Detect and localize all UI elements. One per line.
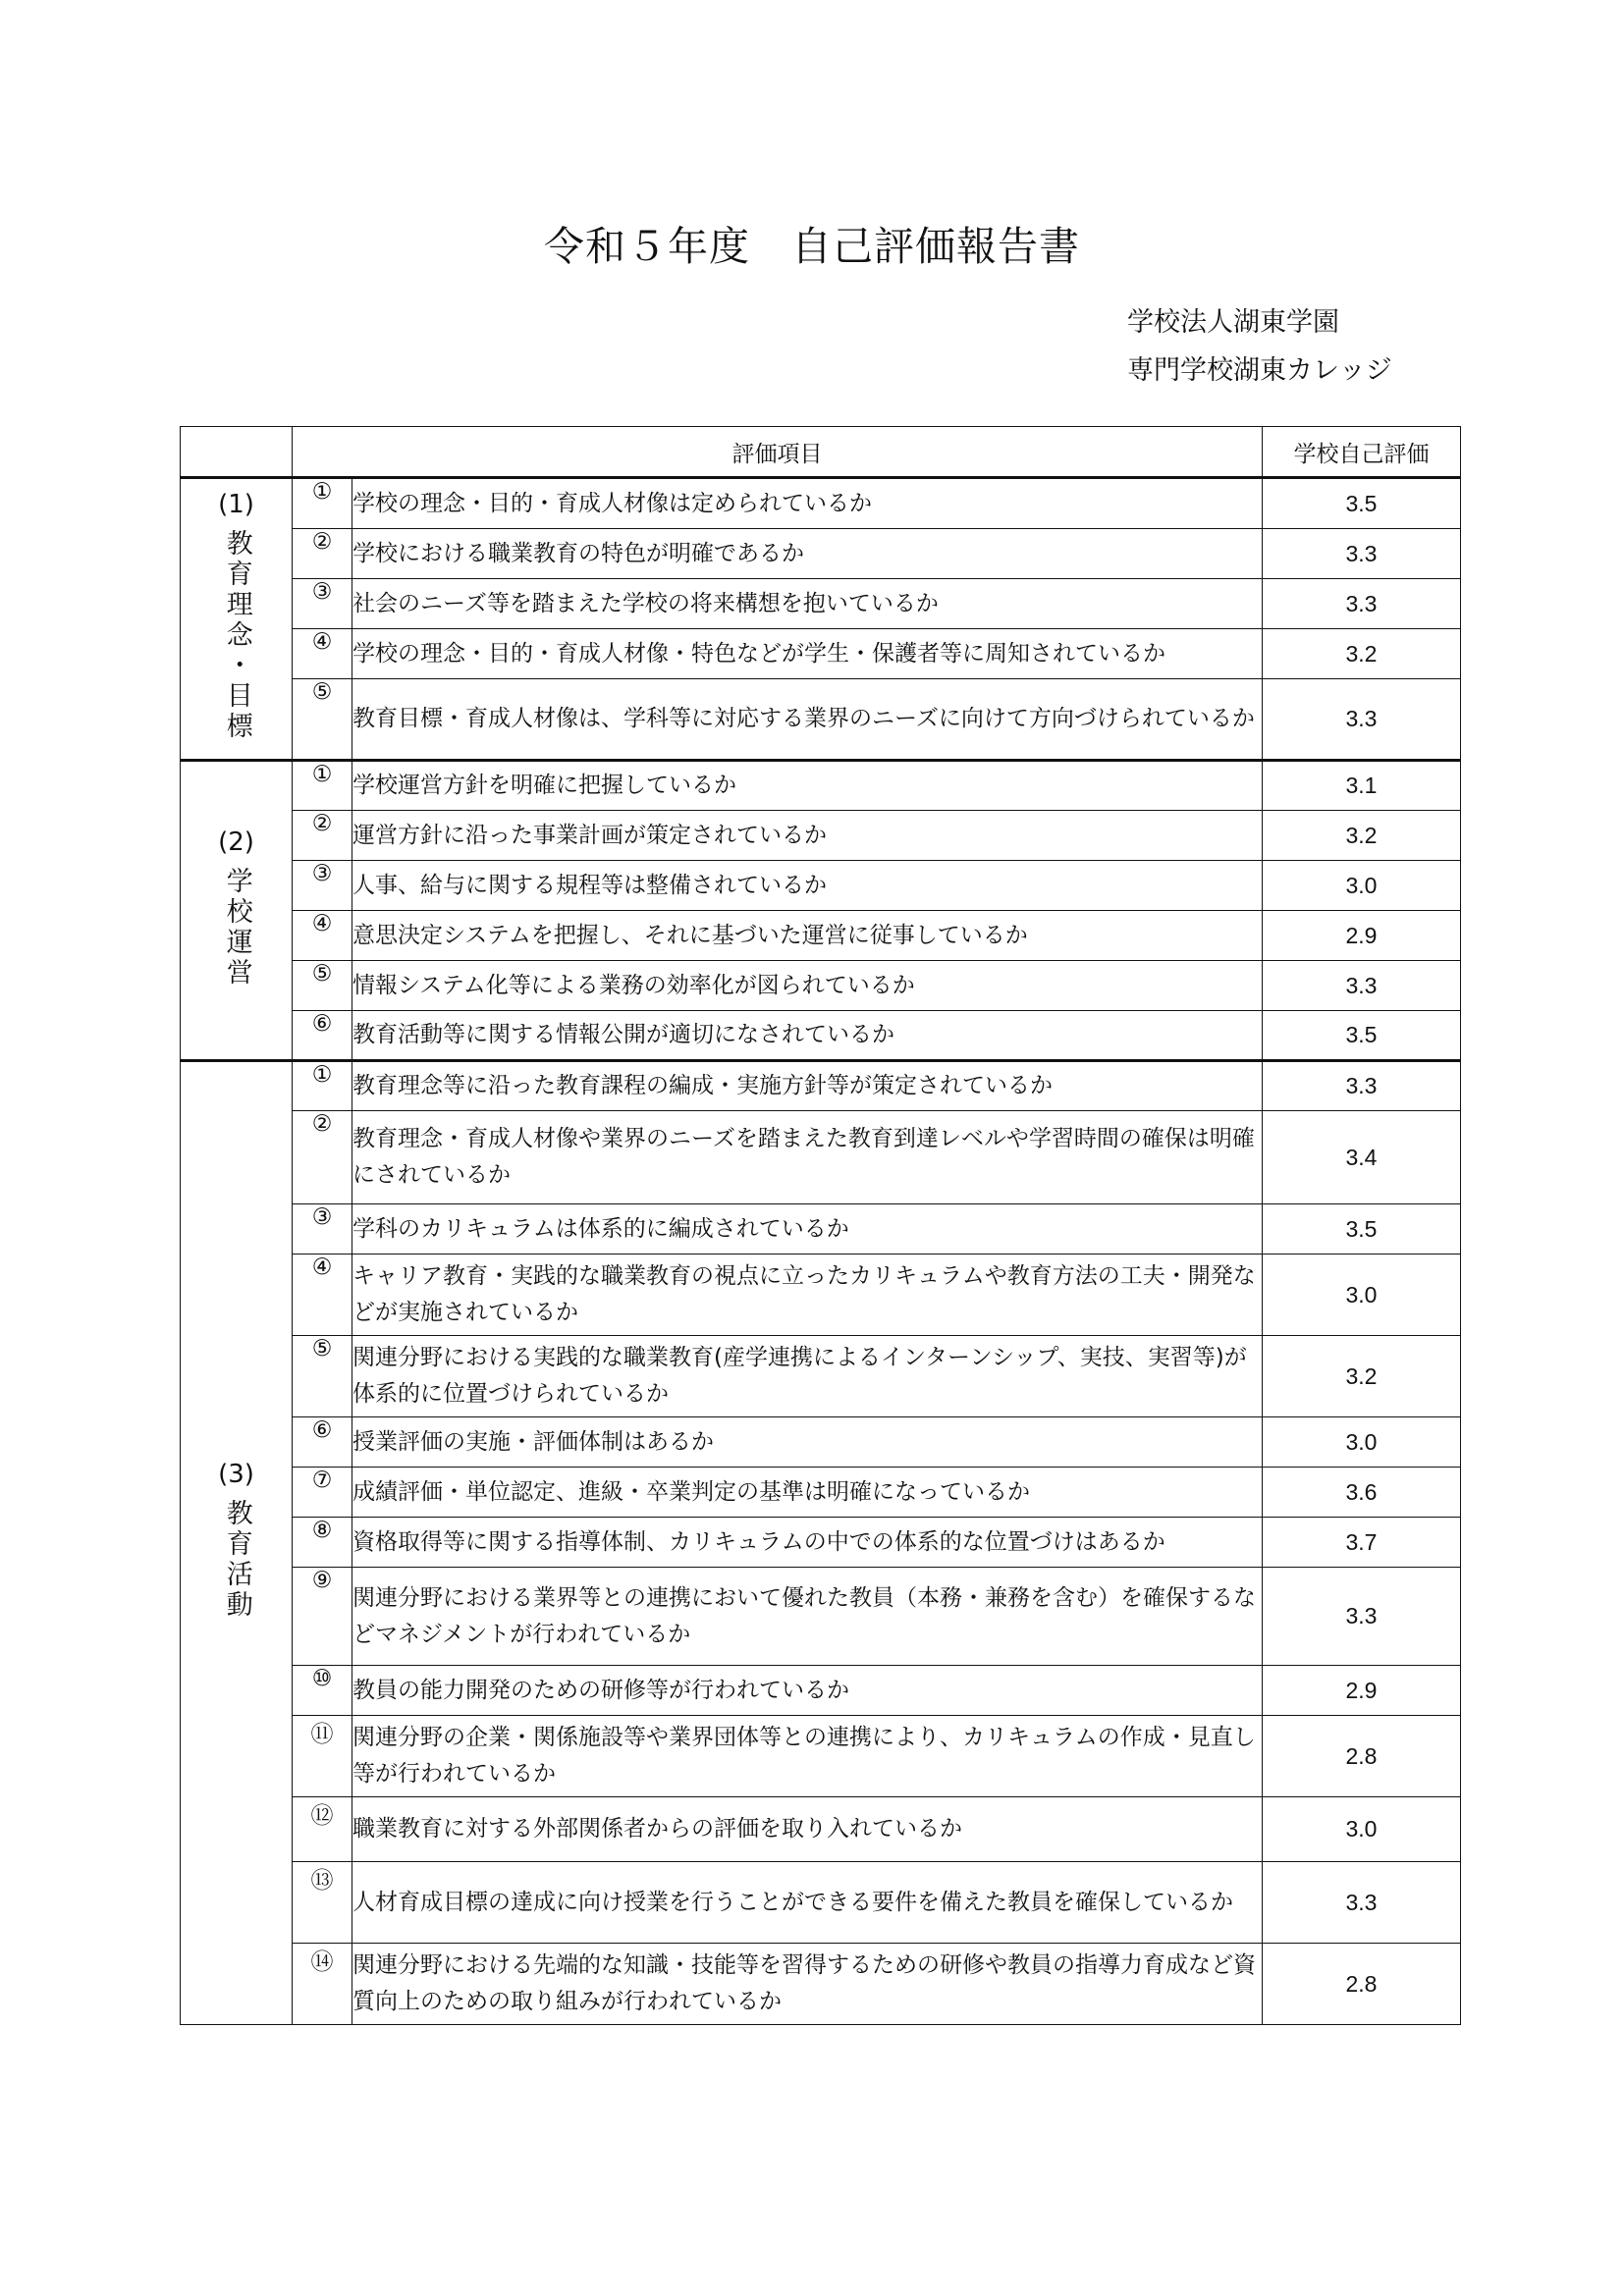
- item-text: 教育理念等に沿った教育課程の編成・実施方針等が策定されているか: [352, 1061, 1263, 1111]
- section-3: [181, 1061, 1461, 2025]
- item-score: 3.3: [1263, 1862, 1461, 1944]
- item-number: ④: [293, 1255, 352, 1336]
- item-text: 資格取得等に関する指導体制、カリキュラムの中での体系的な位置づけはあるか: [352, 1518, 1263, 1568]
- table-row: [181, 1666, 1461, 1716]
- item-text: 情報システム化等による業務の効率化が図られているか: [352, 961, 1263, 1011]
- item-score: 3.3: [1263, 679, 1461, 761]
- section-2: [181, 761, 1461, 1061]
- item-number: ⑥: [293, 1417, 352, 1468]
- item-number: ⑧: [293, 1518, 352, 1568]
- item-text: 関連分野における実践的な職業教育(産学連携によるインターンシップ、実技、実習等)が体系的に位置づけられているか: [352, 1336, 1263, 1417]
- item-number: ③: [293, 579, 352, 629]
- item-text: 教育理念・育成人材像や業界のニーズを踏まえた教育到達レベルや学習時間の確保は明確にされているか: [352, 1111, 1263, 1204]
- table-row: [181, 1417, 1461, 1468]
- item-text: 教員の能力開発のための研修等が行われているか: [352, 1666, 1263, 1716]
- section-number: (2): [218, 827, 254, 857]
- item-score: 3.2: [1263, 1336, 1461, 1417]
- table-row: [181, 1204, 1461, 1255]
- item-score: 3.0: [1263, 1417, 1461, 1468]
- item-number: ⑤: [293, 679, 352, 761]
- table-row: [181, 1111, 1461, 1204]
- item-score: 3.5: [1263, 478, 1461, 529]
- item-number: ①: [293, 478, 352, 529]
- item-number: ⑩: [293, 1666, 352, 1716]
- item-score: 3.7: [1263, 1518, 1461, 1568]
- header-score: 学校自己評価: [1263, 427, 1461, 478]
- item-number: ①: [293, 1061, 352, 1111]
- item-number: ⑥: [293, 1011, 352, 1061]
- item-number: ⑨: [293, 1568, 352, 1666]
- item-score: 3.0: [1263, 1255, 1461, 1336]
- item-score: 3.3: [1263, 579, 1461, 629]
- table-row: [181, 911, 1461, 961]
- item-number: ⑪: [293, 1716, 352, 1797]
- item-score: 3.0: [1263, 861, 1461, 911]
- item-score: 3.0: [1263, 1797, 1461, 1862]
- item-score: 2.9: [1263, 1666, 1461, 1716]
- item-text: 学校の理念・目的・育成人材像・特色などが学生・保護者等に周知されているか: [352, 629, 1263, 679]
- item-text: 関連分野における業界等との連携において優れた教員（本務・兼務を含む）を確保するなどマネジメントが行われているか: [352, 1568, 1263, 1666]
- item-score: 2.8: [1263, 1716, 1461, 1797]
- section-label: 教育活動: [221, 1499, 252, 1621]
- item-number: ⑭: [293, 1944, 352, 2025]
- item-text: 学校運営方針を明確に把握しているか: [352, 761, 1263, 811]
- item-score: 3.1: [1263, 761, 1461, 811]
- table-row: [181, 629, 1461, 679]
- item-number: ③: [293, 1204, 352, 1255]
- item-score: 3.5: [1263, 1204, 1461, 1255]
- item-number: ②: [293, 811, 352, 861]
- table-row: [181, 679, 1461, 761]
- page-title: 令和５年度 自己評価報告書: [544, 223, 1080, 270]
- table-row: [181, 529, 1461, 579]
- item-score: 3.3: [1263, 1568, 1461, 1666]
- header-item: 評価項目: [293, 427, 1263, 478]
- table-row: [181, 1255, 1461, 1336]
- item-text: 学校における職業教育の特色が明確であるか: [352, 529, 1263, 579]
- table-row: [181, 961, 1461, 1011]
- item-number: ②: [293, 1111, 352, 1204]
- item-score: 3.2: [1263, 811, 1461, 861]
- item-number: ④: [293, 911, 352, 961]
- section-label: 教育理念・目標: [221, 529, 252, 742]
- evaluation-table: [180, 426, 1461, 2025]
- item-text: 教育活動等に関する情報公開が適切になされているか: [352, 1011, 1263, 1061]
- item-number: ①: [293, 761, 352, 811]
- item-text: 人事、給与に関する規程等は整備されているか: [352, 861, 1263, 911]
- item-text: 授業評価の実施・評価体制はあるか: [352, 1417, 1263, 1468]
- item-score: 3.5: [1263, 1011, 1461, 1061]
- section-label: 学校運営: [221, 866, 252, 988]
- section-number: (1): [218, 490, 254, 519]
- item-score: 3.4: [1263, 1111, 1461, 1204]
- item-text: 学校の理念・目的・育成人材像は定められているか: [352, 478, 1263, 529]
- item-number: ⑬: [293, 1862, 352, 1944]
- item-text: 関連分野における先端的な知識・技能等を習得するための研修や教員の指導力育成など資質向上のための取り組みが行われているか: [352, 1944, 1263, 2025]
- table-row: [181, 1862, 1461, 1944]
- table-row: [181, 1061, 1461, 1111]
- item-number: ⑤: [293, 961, 352, 1011]
- item-number: ②: [293, 529, 352, 579]
- item-text: 社会のニーズ等を踏まえた学校の将来構想を抱いているか: [352, 579, 1263, 629]
- table-row: [181, 761, 1461, 811]
- item-number: ⑦: [293, 1468, 352, 1518]
- item-score: 2.8: [1263, 1944, 1461, 2025]
- school-name: 専門学校湖東カレッジ: [1127, 355, 1392, 386]
- section-category: [181, 1061, 293, 2025]
- table-row: [181, 1568, 1461, 1666]
- item-score: 3.3: [1263, 529, 1461, 579]
- organization-name: 学校法人湖東学園: [1127, 307, 1339, 338]
- item-number: ④: [293, 629, 352, 679]
- item-text: 意思決定システムを把握し、それに基づいた運営に従事しているか: [352, 911, 1263, 961]
- table-row: [181, 1716, 1461, 1797]
- item-text: 関連分野の企業・関係施設等や業界団体等との連携により、カリキュラムの作成・見直し等が行われているか: [352, 1716, 1263, 1797]
- table-row: [181, 1944, 1461, 2025]
- table-row: [181, 1011, 1461, 1061]
- section-category: [181, 478, 293, 761]
- table-row: [181, 478, 1461, 529]
- table-row: [181, 579, 1461, 629]
- item-number: ⑫: [293, 1797, 352, 1862]
- item-score: 3.3: [1263, 1061, 1461, 1111]
- item-number: ③: [293, 861, 352, 911]
- item-score: 3.3: [1263, 961, 1461, 1011]
- table-row: [181, 1468, 1461, 1518]
- item-text: 学科のカリキュラムは体系的に編成されているか: [352, 1204, 1263, 1255]
- item-score: 3.2: [1263, 629, 1461, 679]
- item-text: 運営方針に沿った事業計画が策定されているか: [352, 811, 1263, 861]
- section-number: (3): [218, 1460, 254, 1489]
- header-category-cell: [181, 427, 293, 478]
- item-text: キャリア教育・実践的な職業教育の視点に立ったカリキュラムや教育方法の工夫・開発などが実施されているか: [352, 1255, 1263, 1336]
- table-row: [181, 811, 1461, 861]
- item-text: 職業教育に対する外部関係者からの評価を取り入れているか: [352, 1797, 1263, 1862]
- item-score: 3.6: [1263, 1468, 1461, 1518]
- section-1: [181, 478, 1461, 761]
- item-text: 成績評価・単位認定、進級・卒業判定の基準は明確になっているか: [352, 1468, 1263, 1518]
- item-number: ⑤: [293, 1336, 352, 1417]
- table-header-row: [181, 427, 1461, 478]
- table-row: [181, 1336, 1461, 1417]
- table-row: [181, 1797, 1461, 1862]
- table-row: [181, 1518, 1461, 1568]
- table-row: [181, 861, 1461, 911]
- item-text: 教育目標・育成人材像は、学科等に対応する業界のニーズに向けて方向づけられているか: [352, 679, 1263, 761]
- item-text: 人材育成目標の達成に向け授業を行うことができる要件を備えた教員を確保しているか: [352, 1862, 1263, 1944]
- item-score: 2.9: [1263, 911, 1461, 961]
- section-category: [181, 761, 293, 1061]
